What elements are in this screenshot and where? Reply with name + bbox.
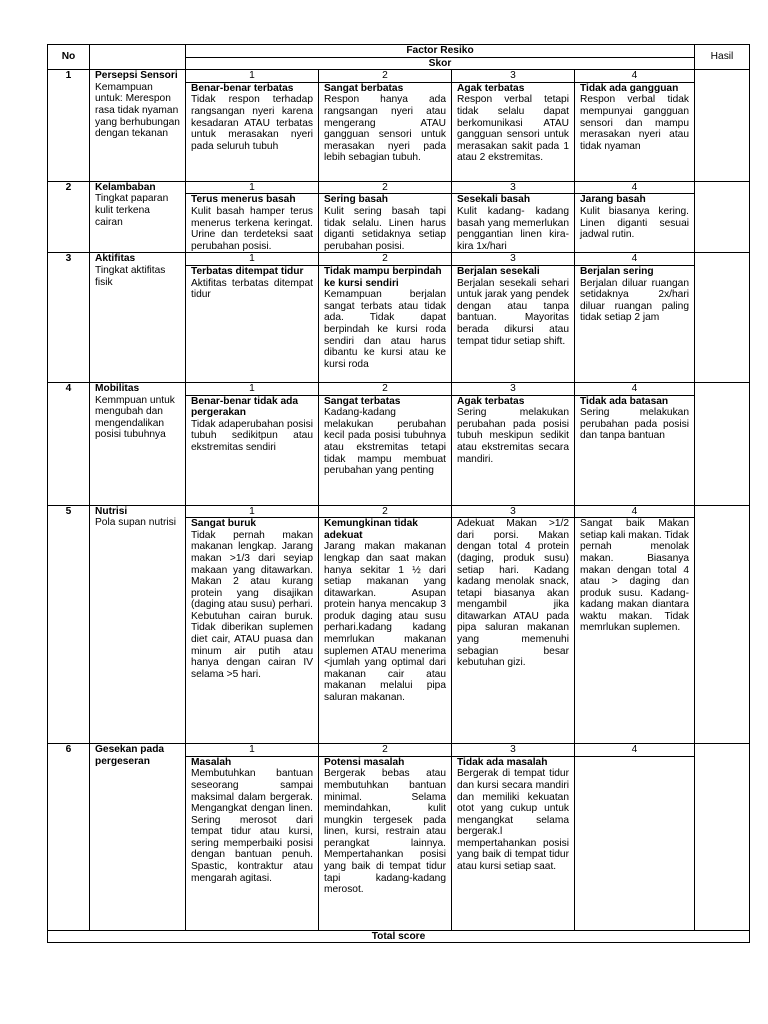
score-description: Jarang makan makanan lengkap dan saat makan hanya sekitar 1 ½ dari setiap makanan yang ditawarkan. Asupan protein hanya mencakup 3 produk daging atau susu perhari.kadang kadang memrlukan makanan suplemen ATAU menerima <jumlah yang optimal dari makanan cair atau makanan melalui pipa saluran makanan. — [324, 541, 446, 704]
score-description-cell — [575, 194, 695, 253]
score-description-cell — [186, 82, 319, 181]
factor-title: Gesekan pada pergeseran — [95, 744, 165, 767]
row-number: 6 — [48, 744, 90, 931]
factor-description: Tingkat aktifitas fisik — [95, 264, 166, 288]
score-title: Sangat berbatas — [324, 82, 404, 94]
score-description: Bergerak bebas atau membutuhkan bantuan minimal. Selama memindahkan, kulit mungkin tergesek pada linen, kursi, restrain atau perangkat lainnya. Mempertahankan posisi yang baik di tempat tidur tapi kadang-kadang merosot. — [324, 768, 446, 896]
factor-description: Tingkat paparan kulit terkena cairan — [95, 193, 169, 228]
score-description: Sering melakukan perubahan pada posisi tubuh meskipun sedikit atau ekstremitas secara mandiri. — [457, 407, 569, 465]
score-description: Membutuhkan bantuan seseorang sampai maksimal dalam bergerak. Mengangkat dengan linen. Sering merosot dari tempat tidur atau kursi, sering memperbaiki posisi dengan bantuan penuh. Spastic, kontraktur atau mengarah agitasi. — [191, 768, 313, 884]
score-number: 2 — [319, 70, 452, 83]
hasil-cell[interactable] — [695, 181, 750, 253]
factor-description: Kemmpuan untuk mengubah dan mengendalikan posisi tubuhnya — [95, 394, 175, 441]
score-title: Kemungkinan tidak adekuat — [324, 518, 418, 541]
score-title: Sangat terbatas — [324, 395, 401, 407]
score-title: Terus menerus basah — [191, 194, 296, 206]
score-description: Berjalan sesekali sehari untuk jarak yang pendek dengan atau tanpa bantuan. Mayoritas berada dikursi atau tempat tidur setiap shift. — [457, 277, 569, 347]
score-description-cell — [575, 395, 695, 505]
score-description: Tidak adaperubahan posisi tubuh sedikitpun atau ekstremitas sendiri — [191, 418, 313, 453]
score-description: Respon verbal tetapi tidak selalu dapat berkomunikasi ATAU gangguan sensori untuk merasakan sakit pada 1 atau 2 ekstremitas. — [457, 94, 569, 164]
hasil-cell[interactable] — [695, 382, 750, 505]
score-title: Sesekali basah — [457, 194, 531, 206]
score-number: 2 — [319, 253, 452, 266]
factor-title: Mobilitas — [95, 382, 140, 394]
score-description: Kulit biasanya kering. Linen diganti sesuai jadwal rutin. — [580, 205, 689, 241]
score-title: Tidak mampu berpindah ke kursi sendiri — [324, 265, 442, 289]
score-title: Tidak ada gangguan — [580, 82, 679, 94]
score-description-cell — [452, 395, 575, 505]
factor-cell — [90, 505, 186, 744]
score-title: Jarang basah — [580, 194, 646, 206]
score-title: Terbatas ditempat tidur — [191, 265, 304, 277]
score-number: 1 — [186, 382, 319, 395]
score-title: Sangat buruk — [191, 518, 257, 530]
score-number: 1 — [186, 505, 319, 518]
score-description-cell — [575, 82, 695, 181]
score-description-cell — [319, 265, 452, 382]
score-description-cell — [186, 518, 319, 744]
score-description-cell — [575, 265, 695, 382]
score-description: Kulit kadang- kadang basah yang memerlukan penggantian linen kira-kira 1x/hari — [457, 205, 569, 252]
factor-title: Kelambaban — [95, 181, 156, 193]
header-no: No — [48, 45, 90, 70]
score-description: Bergerak di tempat tidur dan kursi secara mandiri dan memiliki kekuatan otot yang cukup untuk mengangkat selama bergerak.l mempertahankan posisi yang baik di tempat tidur atau kursi setiap saat. — [457, 768, 569, 873]
score-number: 4 — [575, 505, 695, 518]
row-number: 1 — [48, 70, 90, 182]
score-description-cell — [319, 194, 452, 253]
score-number: 3 — [452, 70, 575, 83]
factor-cell — [90, 382, 186, 505]
score-description: Aktifitas terbatas ditempat tidur — [191, 277, 313, 301]
score-title: Masalah — [191, 756, 232, 768]
row-number: 5 — [48, 505, 90, 744]
score-description-cell — [319, 756, 452, 930]
score-description: Kadang-kadang melakukan perubahan kecil pada posisi tubuhnya atau ekstremitas tetapi tidak mampu membuat perubahan yang penting — [324, 407, 446, 477]
score-description: Sering melakukan perubahan pada posisi dan tanpa bantuan — [580, 407, 689, 442]
hasil-cell[interactable] — [695, 505, 750, 744]
score-number: 2 — [319, 744, 452, 757]
score-number: 1 — [186, 70, 319, 83]
braden-scale-table — [47, 44, 750, 943]
score-number: 4 — [575, 382, 695, 395]
hasil-cell[interactable] — [695, 253, 750, 383]
score-title: Benar-benar tidak ada pergerakan — [191, 395, 299, 419]
score-description: Berjalan diluar ruangan setidaknya 2x/hari diluar ruangan paling tidak setiap 2 jam — [580, 277, 689, 324]
factor-title: Persepsi Sensori — [95, 70, 178, 82]
score-title: Sering basah — [324, 194, 388, 206]
score-description: Tidak pernah makan makanan lengkap. Jarang makan >1/3 dari seyiap makaan yang ditawarkan. Makan 2 atau kurang protein yang disajikan (daging atau susu) perhari. Kebutuhan cairan buruk. Tidak diberikan suplemen diet cair, ATAU puasa dan minum air putih atau hanya dengan cairan IV selama >5 hari. — [191, 529, 313, 680]
score-description: Adekuat Makan >1/2 dari porsi. Makan dengan total 4 protein (daging, produk susu) setiap hari. Kadang kadang menolak snack, tetapi biasanya akan mengambil jika ditawarkan ATAU pada pipa saluran makanan yang memenuhi sebagian besar kebutuhan gizi. — [457, 518, 569, 669]
score-description-cell — [186, 756, 319, 930]
score-description-cell — [452, 265, 575, 382]
score-number: 4 — [575, 253, 695, 266]
score-title: Berjalan sesekali — [457, 265, 540, 277]
score-number: 1 — [186, 181, 319, 194]
score-number: 3 — [452, 181, 575, 194]
score-description: Kulit sering basah tapi tidak selalu. Linen harus diganti setidaknya setiap perubahan posisi. — [324, 205, 446, 252]
score-description-cell — [186, 194, 319, 253]
factor-cell — [90, 744, 186, 931]
score-title: Agak terbatas — [457, 395, 525, 407]
score-number: 2 — [319, 505, 452, 518]
score-description-cell — [575, 518, 695, 744]
score-description-cell — [452, 82, 575, 181]
score-description: Respon verbal tidak mempunyai gangguan sensori dan mampu merasakan nyeri atau tidak nyaman — [580, 94, 689, 152]
hasil-cell[interactable] — [695, 744, 750, 931]
score-title: Agak terbatas — [457, 82, 525, 94]
score-description-cell — [575, 756, 695, 930]
row-number: 2 — [48, 181, 90, 253]
score-description-cell — [319, 518, 452, 744]
score-number: 2 — [319, 382, 452, 395]
header-factor-blank — [90, 45, 186, 70]
score-description-cell — [452, 194, 575, 253]
score-description: Sangat baik Makan setiap kali makan. Tidak pernah menolak makan. Biasanya makan dengan total 4 atau > daging dan produk susu. Kadang-kadang makan diantara waktu makan. Tidak memrlukan suplemen. — [580, 518, 689, 634]
factor-description: Kemampuan untuk: Merespon rasa tidak nyaman yang berhubungan dengan tekanan — [95, 81, 180, 140]
header-hasil: Hasil — [695, 45, 750, 70]
score-number: 3 — [452, 253, 575, 266]
score-description: Tidak respon terhadap rangsangan nyeri karena kesadaran ATAU terbatas untuk merasakan nyeri pada seluruh tubuh — [191, 94, 313, 152]
row-number: 3 — [48, 253, 90, 383]
score-title: Berjalan sering — [580, 265, 654, 277]
score-title: Potensi masalah — [324, 756, 405, 768]
score-number: 4 — [575, 181, 695, 194]
score-number: 2 — [319, 181, 452, 194]
score-description-cell — [186, 265, 319, 382]
factor-title: Nutrisi — [95, 505, 128, 517]
factor-cell — [90, 253, 186, 383]
score-number: 4 — [575, 70, 695, 83]
score-number: 1 — [186, 253, 319, 266]
score-description-cell — [186, 395, 319, 505]
factor-title: Aktifitas — [95, 253, 136, 265]
score-description: Kulit basah hamper terus menerus terkena keringat. Urine dan terdeteksi saat perubahan posisi. — [191, 205, 313, 252]
score-description-cell — [319, 395, 452, 505]
score-description: Respon hanya ada rangsangan nyeri atau mengerang ATAU gangguan sensori untuk merasakan nyeri pada lebih sebagian tubuh. — [324, 94, 446, 164]
score-title: Tidak ada masalah — [457, 756, 548, 768]
score-description: Kemampuan berjalan sangat terbats atau tidak ada. Tidak dapat berpindah ke kursi roda sendiri dan atau harus dibantu ke kursi atau ke kursi roda — [324, 289, 446, 370]
total-score-label: Total score — [48, 930, 750, 943]
score-description-cell — [452, 756, 575, 930]
score-number: 1 — [186, 744, 319, 757]
score-number: 3 — [452, 744, 575, 757]
score-number: 3 — [452, 382, 575, 395]
header-factor-resiko: Factor Resiko — [186, 45, 695, 58]
score-description-cell — [452, 518, 575, 744]
risk-rows — [48, 70, 750, 931]
factor-cell — [90, 181, 186, 253]
score-description-cell — [319, 82, 452, 181]
factor-cell — [90, 70, 186, 182]
score-number: 4 — [575, 744, 695, 757]
row-number: 4 — [48, 382, 90, 505]
score-number: 3 — [452, 505, 575, 518]
hasil-cell[interactable] — [695, 70, 750, 182]
factor-description: Pola supan nutrisi — [95, 517, 176, 529]
header-skor: Skor — [186, 57, 695, 70]
score-title: Benar-benar terbatas — [191, 82, 294, 94]
score-title: Tidak ada batasan — [580, 395, 669, 407]
